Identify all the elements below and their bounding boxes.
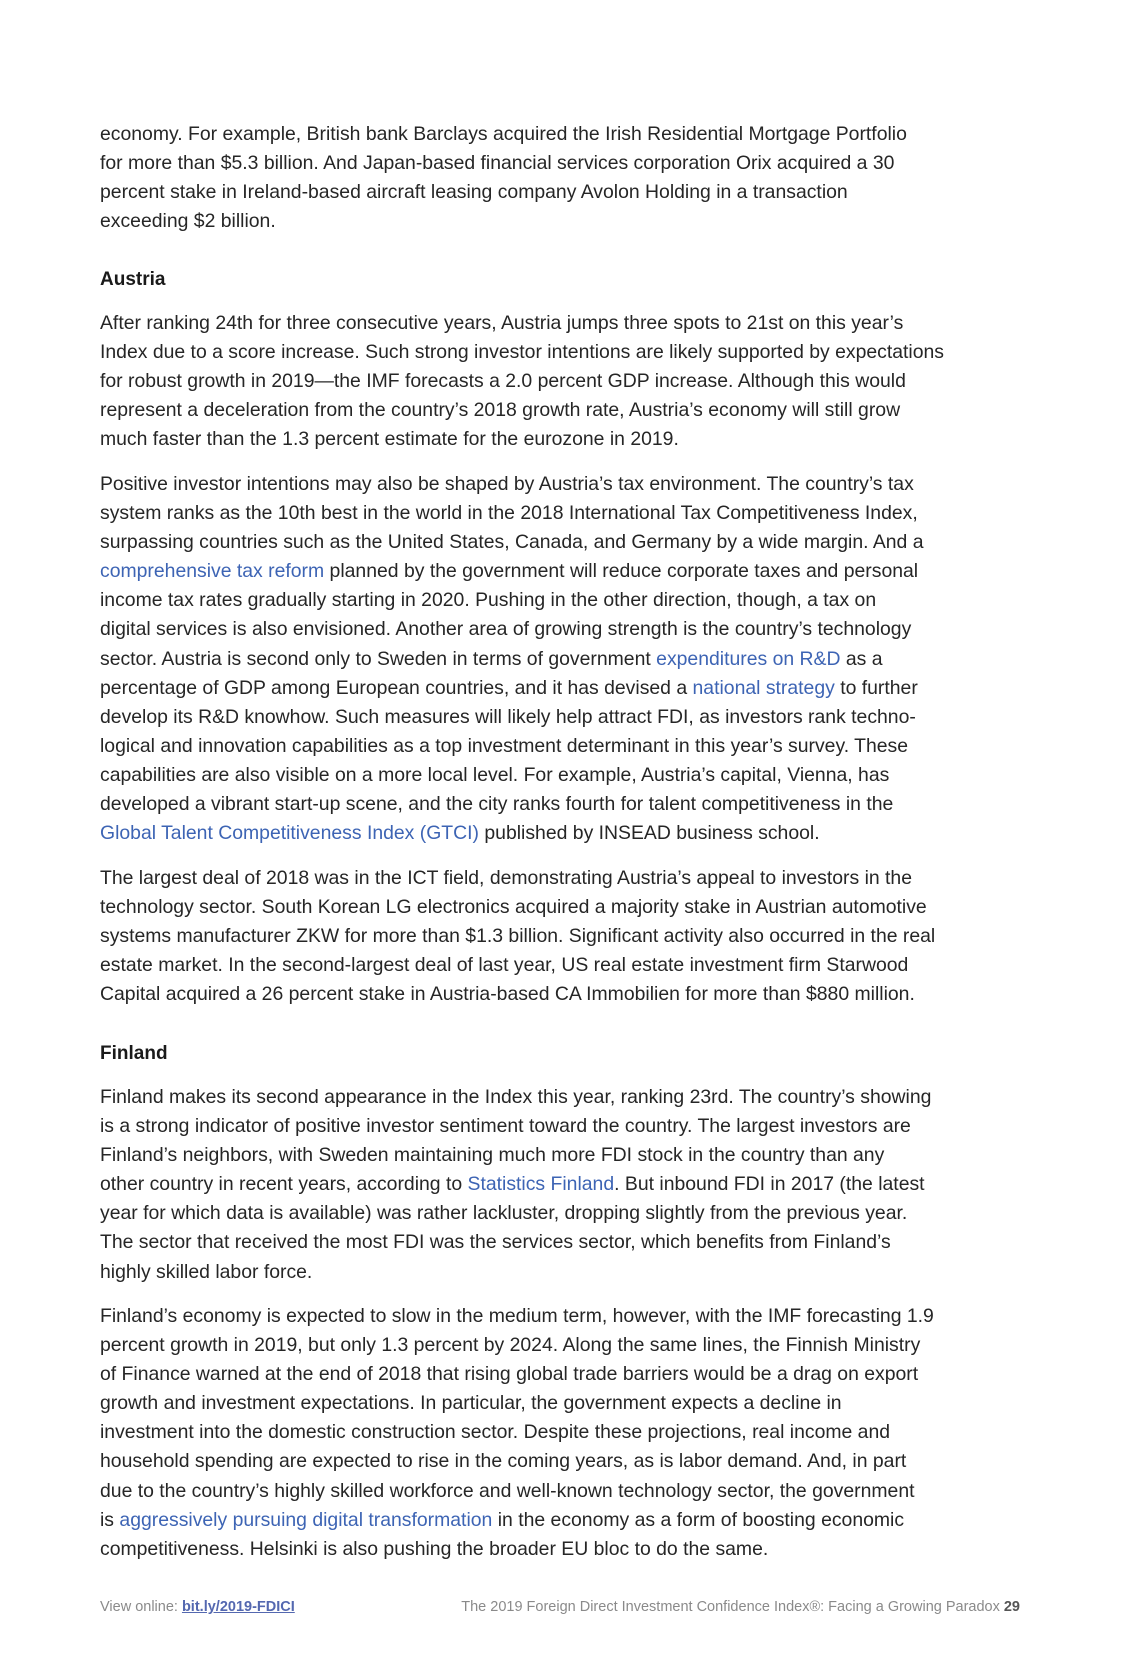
inline-link[interactable]: national strategy [692, 676, 835, 699]
text-line: much faster than the 1.3 percent estimate for the eurozone in 2019. [100, 428, 679, 451]
text-line: for more than $5.3 billion. And Japan-based financial services corporation Orix acquired a 30 [100, 152, 895, 175]
text-line: growth and investment expectations. In particular, the government expects a decline in [100, 1392, 842, 1415]
text-line: Index due to a score increase. Such strong investor intentions are likely supported by expectations [100, 341, 944, 364]
text-segment: as a [840, 647, 883, 670]
text-line [100, 1170, 1030, 1199]
inline-link[interactable]: aggressively pursuing digital transformation [119, 1508, 493, 1531]
page-number: 29 [1003, 1599, 1020, 1615]
text-line: highly skilled labor force. [100, 1260, 313, 1283]
document-title: The 2019 Foreign Direct Investment Confidence Index®: Facing a Growing Paradox [461, 1599, 1000, 1615]
text-segment: . But inbound FDI in 2017 (the latest [614, 1173, 925, 1196]
text-line: exceeding $2 billion. [100, 210, 276, 233]
text-line: estate market. In the second-largest deal of last year, US real estate investment firm Starwood [100, 954, 909, 977]
text-line: The sector that received the most FDI was the services sector, which benefits from Finland’s [100, 1231, 891, 1254]
text-line [100, 1506, 1030, 1535]
text-line [100, 557, 1030, 586]
paragraph-austria-tax [100, 470, 1030, 848]
text-line: Finland’s economy is expected to slow in the medium term, however, with the IMF forecasting 1.9 [100, 1305, 934, 1327]
text-line [100, 819, 1030, 848]
paragraph-ireland-deals [100, 120, 1030, 236]
footer-view-online [100, 1597, 295, 1617]
text-line [100, 674, 1030, 703]
text-line: technology sector. South Korean LG electronics acquired a majority stake in Austrian automotive [100, 896, 927, 919]
inline-link[interactable]: comprehensive tax reform [100, 560, 325, 583]
text-segment: other country in recent years, according to [100, 1173, 468, 1196]
text-line: system ranks as the 10th best in the world in the 2018 International Tax Competitiveness Index, [100, 502, 918, 525]
text-line: developed a vibrant start-up scene, and the city ranks fourth for talent competitiveness in the [100, 793, 894, 816]
paragraph-finland-economy [100, 1302, 1030, 1564]
text-line: logical and innovation capabilities as a top investment determinant in this year’s survey. These [100, 734, 909, 757]
text-line: systems manufacturer ZKW for more than $1.3 billion. Significant activity also occurred in the real [100, 925, 936, 948]
text-line: investment into the domestic construction sector. Despite these projections, real income and [100, 1421, 891, 1444]
text-line: capabilities are also visible on a more local level. For example, Austria’s capital, Vienna, has [100, 763, 890, 786]
text-line: Capital acquired a 26 percent stake in Austria-based CA Immobilien for more than $880 million. [100, 983, 915, 1006]
view-online-link[interactable]: bit.ly/2019-FDICI [181, 1599, 295, 1615]
text-segment: sector. Austria is second only to Sweden in terms of government [100, 647, 657, 670]
paragraph-austria-deals [100, 864, 1030, 1009]
text-line: due to the country’s highly skilled workforce and well-known technology sector, the government [100, 1479, 915, 1502]
view-online-label: View online: [100, 1599, 182, 1615]
text-line: percent growth in 2019, but only 1.3 percent by 2024. Along the same lines, the Finnish Ministry [100, 1334, 921, 1357]
text-line: represent a deceleration from the country’s 2018 growth rate, Austria’s economy will still grow [100, 399, 901, 422]
text-segment: in the economy as a form of boosting economic [492, 1508, 905, 1531]
text-segment: to further [834, 676, 918, 699]
text-line [100, 645, 1030, 674]
text-line: Finland’s neighbors, with Sweden maintaining much more FDI stock in the country than any [100, 1144, 885, 1167]
text-line: economy. For example, British bank Barclays acquired the Irish Residential Mortgage Portfolio [100, 123, 907, 145]
text-line: digital services is also envisioned. Another area of growing strength is the country’s technology [100, 618, 912, 641]
section-heading-finland: Finland [100, 1043, 168, 1064]
inline-link[interactable]: expenditures on R&D [656, 647, 841, 670]
paragraph-austria-ranking [100, 309, 1030, 454]
inline-link[interactable]: Global Talent Competitiveness Index (GTCI) [100, 822, 479, 845]
text-line: surpassing countries such as the United States, Canada, and Germany by a wide margin. And a [100, 531, 924, 554]
paragraph-finland-intro [100, 1083, 1030, 1287]
text-line: The largest deal of 2018 was in the ICT field, demonstrating Austria’s appeal to investors in the [100, 867, 913, 889]
section-heading-austria: Austria [100, 269, 166, 290]
text-line: percent stake in Ireland-based aircraft leasing company Avolon Holding in a transaction [100, 181, 848, 204]
text-line: year for which data is available) was rather lackluster, dropping slightly from the previous year. [100, 1202, 908, 1225]
text-line: is a strong indicator of positive investor sentiment toward the country. The largest investors are [100, 1115, 911, 1138]
text-line: After ranking 24th for three consecutive years, Austria jumps three spots to 21st on this year’s [100, 312, 904, 334]
text-line: Finland makes its second appearance in the Index this year, ranking 23rd. The country’s showing [100, 1086, 932, 1108]
text-line: income tax rates gradually starting in 2020. Pushing in the other direction, though, a tax on [100, 589, 877, 612]
footer-title [461, 1597, 1020, 1617]
text-segment: planned by the government will reduce corporate taxes and personal [324, 560, 919, 583]
text-line: of Finance warned at the end of 2018 that rising global trade barriers would be a drag on export [100, 1363, 919, 1386]
text-line: competitiveness. Helsinki is also pushing the broader EU bloc to do the same. [100, 1537, 769, 1560]
text-line: household spending are expected to rise in the coming years, as is labor demand. And, in part [100, 1450, 907, 1473]
text-line: for robust growth in 2019—the IMF forecasts a 2.0 percent GDP increase. Although this would [100, 370, 906, 393]
text-line: Positive investor intentions may also be shaped by Austria’s tax environment. The country’s tax [100, 473, 914, 495]
text-segment: is [100, 1508, 120, 1531]
text-segment: percentage of GDP among European countries, and it has devised a [100, 676, 693, 699]
text-segment: published by INSEAD business school. [479, 822, 820, 845]
inline-link[interactable]: Statistics Finland [467, 1173, 615, 1196]
text-line: develop its R&D knowhow. Such measures will likely help attract FDI, as investors rank techno- [100, 705, 916, 728]
